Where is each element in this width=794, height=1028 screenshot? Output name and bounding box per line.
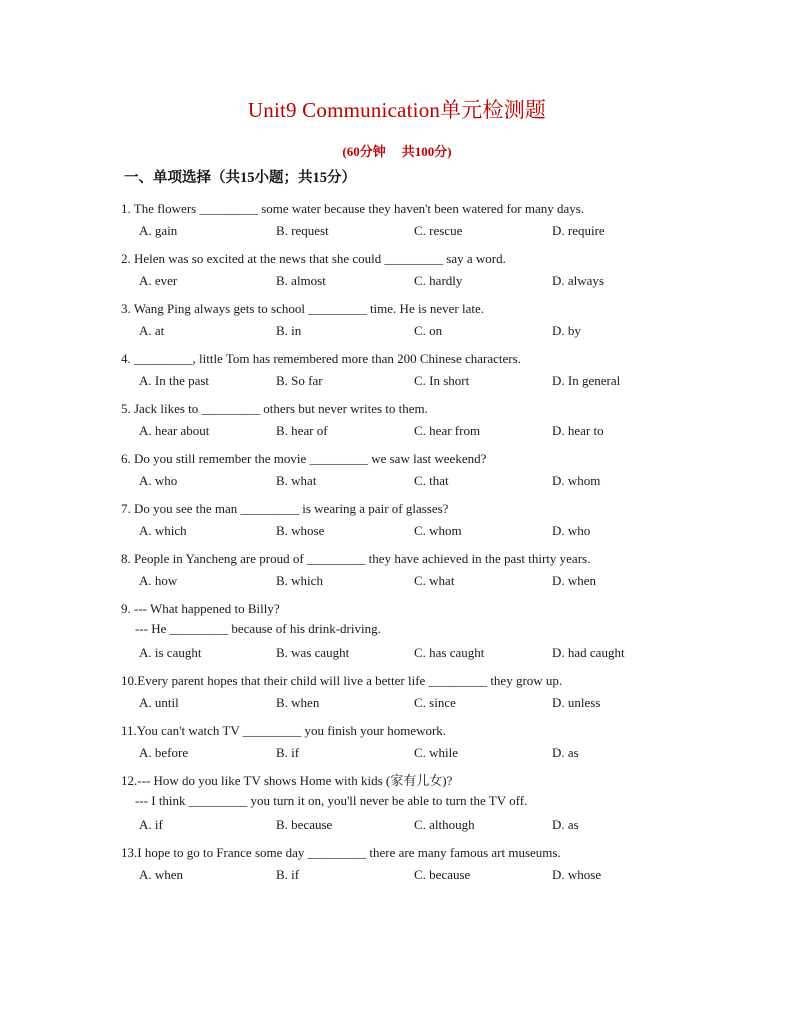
answer-option: C. since <box>414 695 456 710</box>
answer-option: B. because <box>276 817 333 832</box>
exam-info <box>0 141 794 160</box>
question-item <box>121 499 701 549</box>
answer-option: C. has caught <box>414 645 485 660</box>
answer-options <box>121 641 701 671</box>
answer-options <box>121 219 701 249</box>
question-dialog-line: --- He _________ because of his drink-driving. <box>135 621 381 636</box>
question-item <box>121 349 701 399</box>
question-item <box>121 299 701 349</box>
page-title: Unit9 Communication单元检测题 <box>247 98 547 122</box>
answer-option: A. gain <box>139 223 178 238</box>
answer-option: B. almost <box>276 273 326 288</box>
answer-option: D. whose <box>552 867 602 882</box>
answer-option: D. had caught <box>552 645 625 660</box>
answer-option: A. until <box>139 695 179 710</box>
question-stem: 2. Helen was so excited at the news that she could _________ say a word. <box>121 251 506 266</box>
answer-option: C. whom <box>414 523 462 538</box>
question-stem: 10.Every parent hopes that their child will live a better life _________ they grow up. <box>121 673 563 688</box>
answer-option: D. hear to <box>552 423 604 438</box>
answer-option: D. as <box>552 817 579 832</box>
answer-option: A. how <box>139 573 178 588</box>
answer-option: C. on <box>414 323 443 338</box>
question-item <box>121 771 701 843</box>
answer-option: A. In the past <box>139 373 210 388</box>
answer-options <box>121 369 701 399</box>
question-stem: 4. _________, little Tom has remembered more than 200 Chinese characters. <box>121 351 521 366</box>
answer-option: D. who <box>552 523 591 538</box>
answer-option: C. rescue <box>414 223 463 238</box>
answer-option: C. what <box>414 573 455 588</box>
answer-option: A. which <box>139 523 187 538</box>
answer-option: A. before <box>139 745 189 760</box>
answer-options <box>121 691 701 721</box>
question-stem: 11.You can't watch TV _________ you finish your homework. <box>121 723 447 738</box>
answer-option: B. was caught <box>276 645 350 660</box>
answer-option: A. who <box>139 473 178 488</box>
answer-option: B. hear of <box>276 423 328 438</box>
answer-option: C. while <box>414 745 459 760</box>
total-score: 共100分) <box>401 144 452 159</box>
question-stem: 1. The flowers _________ some water because they haven't been watered for many days. <box>121 201 585 216</box>
answer-option: A. when <box>139 867 184 882</box>
answer-options <box>121 741 701 771</box>
question-stem: 5. Jack likes to _________ others but never writes to them. <box>121 401 428 416</box>
answer-option: C. hear from <box>414 423 481 438</box>
question-stem: 3. Wang Ping always gets to school _________ time. He is never late. <box>121 301 485 316</box>
answer-option: B. which <box>276 573 323 588</box>
question-item <box>121 721 701 771</box>
answer-options <box>121 813 701 843</box>
question-stem: 12.--- How do you like TV shows Home with kids (家有儿女)? <box>121 773 453 788</box>
answer-option: D. whom <box>552 473 601 488</box>
answer-option: D. require <box>552 223 605 238</box>
answer-option: D. unless <box>552 695 601 710</box>
answer-option: B. if <box>276 867 300 882</box>
question-dialog-line: --- I think _________ you turn it on, you'll never be able to turn the TV off. <box>135 793 528 808</box>
answer-option: C. although <box>414 817 475 832</box>
question-item <box>121 671 701 721</box>
answer-option: C. hardly <box>414 273 463 288</box>
answer-options <box>121 569 701 599</box>
question-item <box>121 249 701 299</box>
question-stem: 6. Do you still remember the movie _________ we saw last weekend? <box>121 451 487 466</box>
section-heading: 一、单项选择（共15小题；共15分） <box>124 170 356 186</box>
question-item <box>121 449 701 499</box>
question-stem: 9. --- What happened to Billy? <box>121 601 280 616</box>
answer-option: C. In short <box>414 373 470 388</box>
answer-option: C. because <box>414 867 471 882</box>
answer-option: D. In general <box>552 373 621 388</box>
answer-option: B. if <box>276 745 300 760</box>
question-list <box>121 199 701 893</box>
question-stem: 13.I hope to go to France some day _________ there are many famous art museums. <box>121 845 561 860</box>
answer-option: B. request <box>276 223 329 238</box>
answer-option: A. hear about <box>139 423 210 438</box>
time-limit: (60分钟 <box>342 144 386 159</box>
answer-option: A. if <box>139 817 163 832</box>
question-stem: 8. People in Yancheng are proud of _________ they have achieved in the past thirty years. <box>121 551 591 566</box>
answer-options <box>121 519 701 549</box>
answer-option: D. as <box>552 745 579 760</box>
answer-options <box>121 269 701 299</box>
question-stem: 7. Do you see the man _________ is wearing a pair of glasses? <box>121 501 449 516</box>
answer-option: D. when <box>552 573 597 588</box>
answer-options <box>121 419 701 449</box>
answer-option: A. at <box>139 323 165 338</box>
question-item <box>121 399 701 449</box>
answer-option: D. by <box>552 323 581 338</box>
question-item <box>121 843 701 893</box>
answer-option: B. what <box>276 473 317 488</box>
answer-option: B. whose <box>276 523 325 538</box>
answer-option: D. always <box>552 273 604 288</box>
answer-options <box>121 319 701 349</box>
answer-option: C. that <box>414 473 449 488</box>
answer-option: B. So far <box>276 373 323 388</box>
answer-options <box>121 469 701 499</box>
answer-options <box>121 863 701 893</box>
answer-option: B. when <box>276 695 320 710</box>
question-item <box>121 599 701 671</box>
question-item <box>121 199 701 249</box>
answer-option: A. is caught <box>139 645 202 660</box>
question-item <box>121 549 701 599</box>
answer-option: A. ever <box>139 273 178 288</box>
answer-option: B. in <box>276 323 302 338</box>
